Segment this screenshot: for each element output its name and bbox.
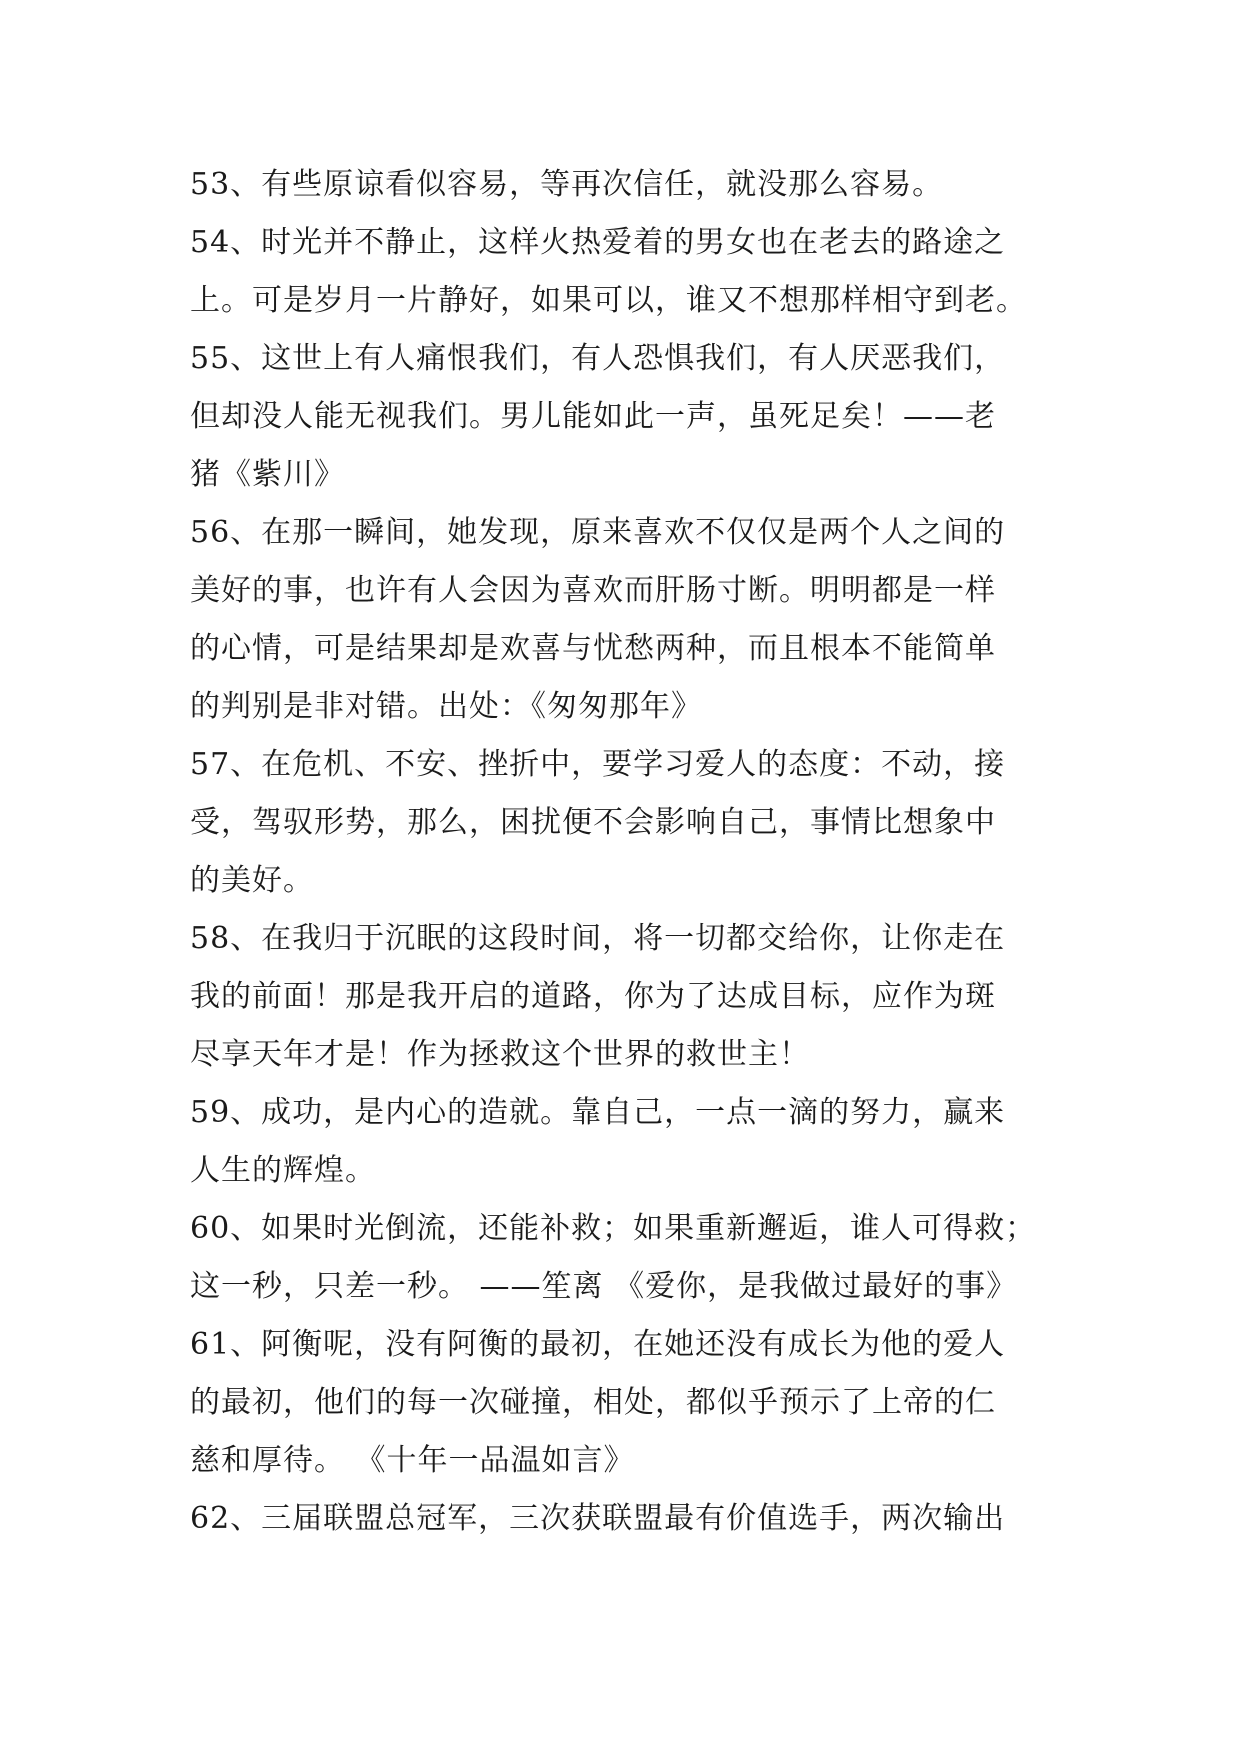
text-line: 受，驾驭形势，那么，困扰便不会影响自己，事情比想象中 — [190, 805, 996, 840]
text-line: 的最初，他们的每一次碰撞，相处，都似乎预示了上帝的仁 — [190, 1385, 996, 1420]
text-line: 58、在我归于沉眠的这段时间，将一切都交给你，让你走在 — [190, 921, 1006, 956]
text-line: 54、时光并不静止，这样火热爱着的男女也在老去的路途之 — [190, 225, 1006, 260]
text-line: 但却没人能无视我们。男儿能如此一声，虽死足矣！——老 — [190, 399, 996, 434]
text-line: 的心情，可是结果却是欢喜与忧愁两种，而且根本不能简单 — [190, 631, 996, 666]
text-line: 慈和厚待。 《十年一品温如言》 — [190, 1443, 635, 1478]
text-line: 这一秒，只差一秒。 ——笙离 《爱你，是我做过最好的事》 — [190, 1269, 1018, 1304]
text-line: 53、有些原谅看似容易，等再次信任，就没那么容易。 — [190, 167, 944, 202]
text-line: 上。可是岁月一片静好，如果可以，谁又不想那样相守到老。 — [190, 283, 1027, 318]
text-line: 62、三届联盟总冠军，三次获联盟最有价值选手，两次输出 — [190, 1501, 1006, 1536]
text-line: 61、阿衡呢，没有阿衡的最初，在她还没有成长为他的爱人 — [190, 1327, 1006, 1362]
document-body — [190, 156, 1070, 1548]
text-line: 60、如果时光倒流，还能补救；如果重新邂逅，谁人可得救； — [190, 1211, 1037, 1246]
text-line: 56、在那一瞬间，她发现，原来喜欢不仅仅是两个人之间的 — [190, 515, 1006, 550]
text-line: 55、这世上有人痛恨我们，有人恐惧我们，有人厌恶我们， — [190, 341, 1006, 376]
text-line: 美好的事，也许有人会因为喜欢而肝肠寸断。明明都是一样 — [190, 573, 996, 608]
text-line: 猪《紫川》 — [190, 457, 345, 492]
text-line: 57、在危机、不安、挫折中，要学习爱人的态度：不动，接 — [190, 747, 1006, 782]
text-line: 的判别是非对错。出处：《匆匆那年》 — [190, 689, 702, 724]
text-line: 我的前面！那是我开启的道路，你为了达成目标，应作为斑 — [190, 979, 996, 1014]
text-line: 59、成功，是内心的造就。靠自己，一点一滴的努力，赢来 — [190, 1095, 1006, 1130]
text-line: 尽享天年才是！作为拯救这个世界的救世主！ — [190, 1037, 810, 1072]
text-line: 的美好。 — [190, 863, 314, 898]
text-line: 人生的辉煌。 — [190, 1153, 376, 1188]
